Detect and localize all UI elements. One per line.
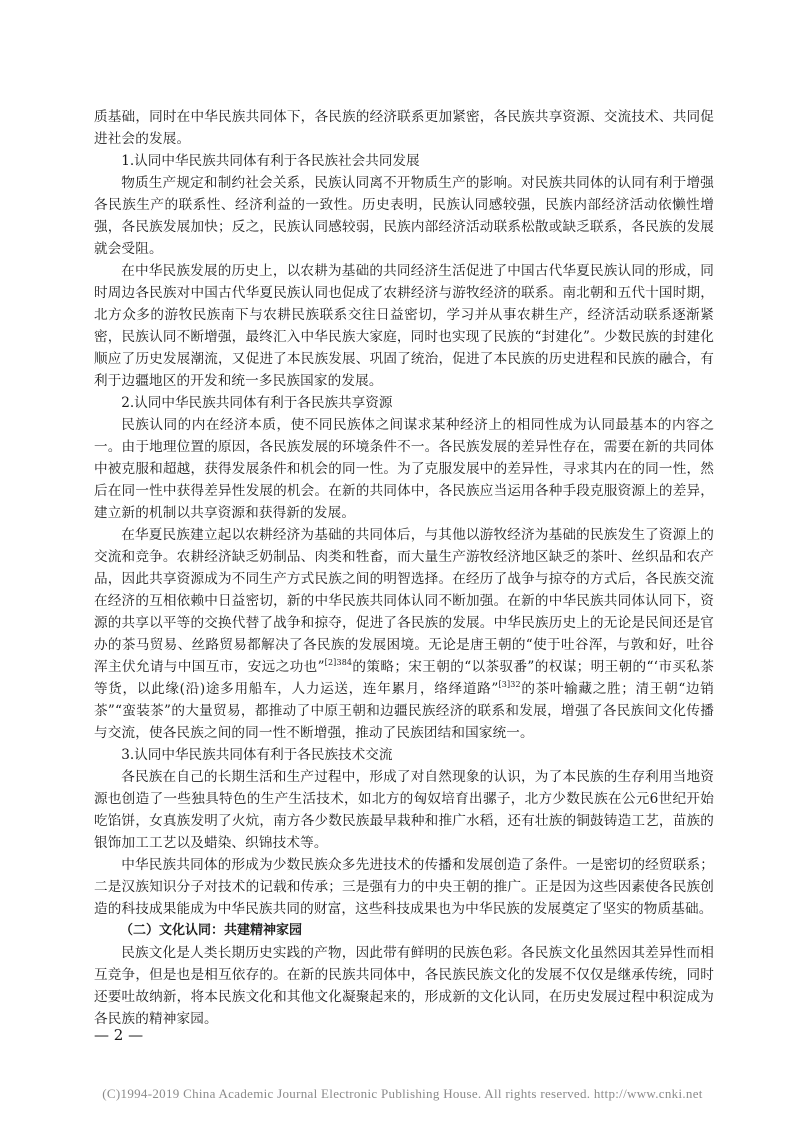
article-body — [94, 106, 714, 1030]
paragraph: 民族文化是人类长期历史实践的产物，因此带有鲜明的民族色彩。各民族文化虽然因其差异性而相互竞争，但是也是相互依存的。在新的民族共同体中，各民族民族文化的发展不仅仅是继承传统，同时还要吐故纳新，将本民族文化和其他文化凝聚起来的，形成新的文化认同，在历史发展过程中积淀成为各民族的精神家园。 — [94, 945, 714, 1027]
paragraph: 民族认同的内在经济本质，使不同民族体之间谋求某种经济上的相同性成为认同最基本的内容之一。由于地理位置的原因，各民族发展的环境条件不一。各民族发展的差异性存在，需要在新的共同体中被克服和超越，获得发展条件和机会的同一性。为了克服发展中的差异性，寻求其内在的同一性，然后在同一性中获得差异性发展的机会。在新的共同体中，各民族应当运用各种手段克服资源上的差异，建立新的机制以共享资源和获得新的发展。 — [94, 417, 714, 521]
paragraph: 物质生产规定和制约社会关系，民族认同离不开物质生产的影响。对民族共同体的认同有利于增强各民族生产的联系性、经济利益的一致性。历史表明，民族认同感较强，民族内部经济活动依懒性增强，各民族发展加快；反之，民族认同感较弱，民族内部经济活动联系松散或缺乏联系，各民族的发展就会受阻。 — [94, 175, 714, 257]
paragraph: 中华民族共同体的形成为少数民族众多先进技术的传播和发展创造了条件。一是密切的经贸联系；二是汉族知识分子对技术的记载和传承；三是强有力的中央王朝的推广。正是因为这些因素使各民族创造的科技成果能成为中华民族共同的财富，这些科技成果也为中华民族的发展奠定了坚实的物质基础。 — [94, 857, 714, 917]
subsection-heading: （二）文化认同：共建精神家园 — [120, 923, 303, 938]
copyright-footer: (C)1994-2019 China Academic Journal Electronic Publishing House. All rights reserved. http://www.cnki.net — [102, 1086, 703, 1101]
paragraph: 在中华民族发展的历史上，以农耕为基础的共同经济生活促进了中国古代华夏民族认同的形成，同时周边各民族对中国古代华夏民族认同也促成了农耕经济与游牧经济的联系。南北朝和五代十国时期，北方众多的游牧民族南下与农耕民族联系交往日益密切，学习并从事农耕生产，经济活动联系逐渐紧密，民族认同不断增强，最终汇入中华民族大家庭，同时也实现了民族的“封建化”。少数民族的封建化顺应了历史发展潮流，又促进了本民族发展、巩固了统治，促进了本民族的历史进程和民族的融合，有利于边疆地区的开发和统一多民族国家的发展。 — [94, 263, 714, 389]
citation: [2]384 — [324, 658, 353, 667]
section-heading-1: 1.认同中华民族共同体有利于各民族社会共同发展 — [121, 153, 420, 169]
citation: [3]32 — [498, 680, 521, 689]
paragraph-intro: 质基础，同时在中华民族共同体下，各民族的经济联系更加紧密，各民族共享资源、交流技术、共同促进社会的发展。 — [94, 109, 714, 147]
paragraph-text: 的策略；宋王朝的“以茶驭番”的权谋；明王朝的“‘市买私茶等货，以此缘(沿)途多用船车，人力运送，连年累月，络绎道路” — [94, 659, 714, 697]
paragraph: 各民族在自己的长期生活和生产过程中，形成了对自然现象的认识，为了本民族的生存利用当地资源也创造了一些独具特色的生产生活技术，如北方的匈奴培育出骡子，北方少数民族在公元6世纪开始吃馅饼，女真族发明了火炕，南方各少数民族最早栽种和推广水稻，还有壮族的铜鼓铸造工艺，苗族的银饰加工工艺以及蜡染、织锦技术等。 — [94, 769, 714, 851]
paragraph-text: 的茶叶输藏之胜；清王朝“边销茶”“蛮装茶”的大量贸易，都推动了中原王朝和边疆民族经济的联系和发展，增强了各民族间文化传播与交流，使各民族之间的同一性不断增强，推动了民族团结和国家统一。 — [94, 681, 714, 741]
page-number: — 2 — — [94, 1026, 144, 1044]
paragraph-text: 在华夏民族建立起以农耕经济为基础的共同体后，与其他以游牧经济为基础的民族发生了资源上的交流和竞争。农耕经济缺乏奶制品、肉类和牲畜，而大量生产游牧经济地区缺乏的茶叶、丝织品和农产品，因此共享资源成为不同生产方式民族之间的明智选择。在经历了战争与掠夺的方式后，各民族交流在经济的互相依赖中日益密切，新的中华民族共同体认同不断加强。在新的中华民族共同体认同下，资源的共享以平等的交换代替了战争和掠夺，促进了各民族的发展。中华民族历史上的无论是民间还是官办的茶马贸易、丝路贸易都解决了各民族的发展困境。无论是唐王朝的“使于吐谷浑，与敦和好，吐谷浑主伏允请与中国互市，安远之功也” — [94, 527, 714, 675]
section-heading-3: 3.认同中华民族共同体有利于各民族技术交流 — [121, 747, 393, 763]
section-heading-2: 2.认同中华民族共同体有利于各民族共享资源 — [121, 395, 393, 411]
paragraph-with-citations — [94, 524, 714, 744]
